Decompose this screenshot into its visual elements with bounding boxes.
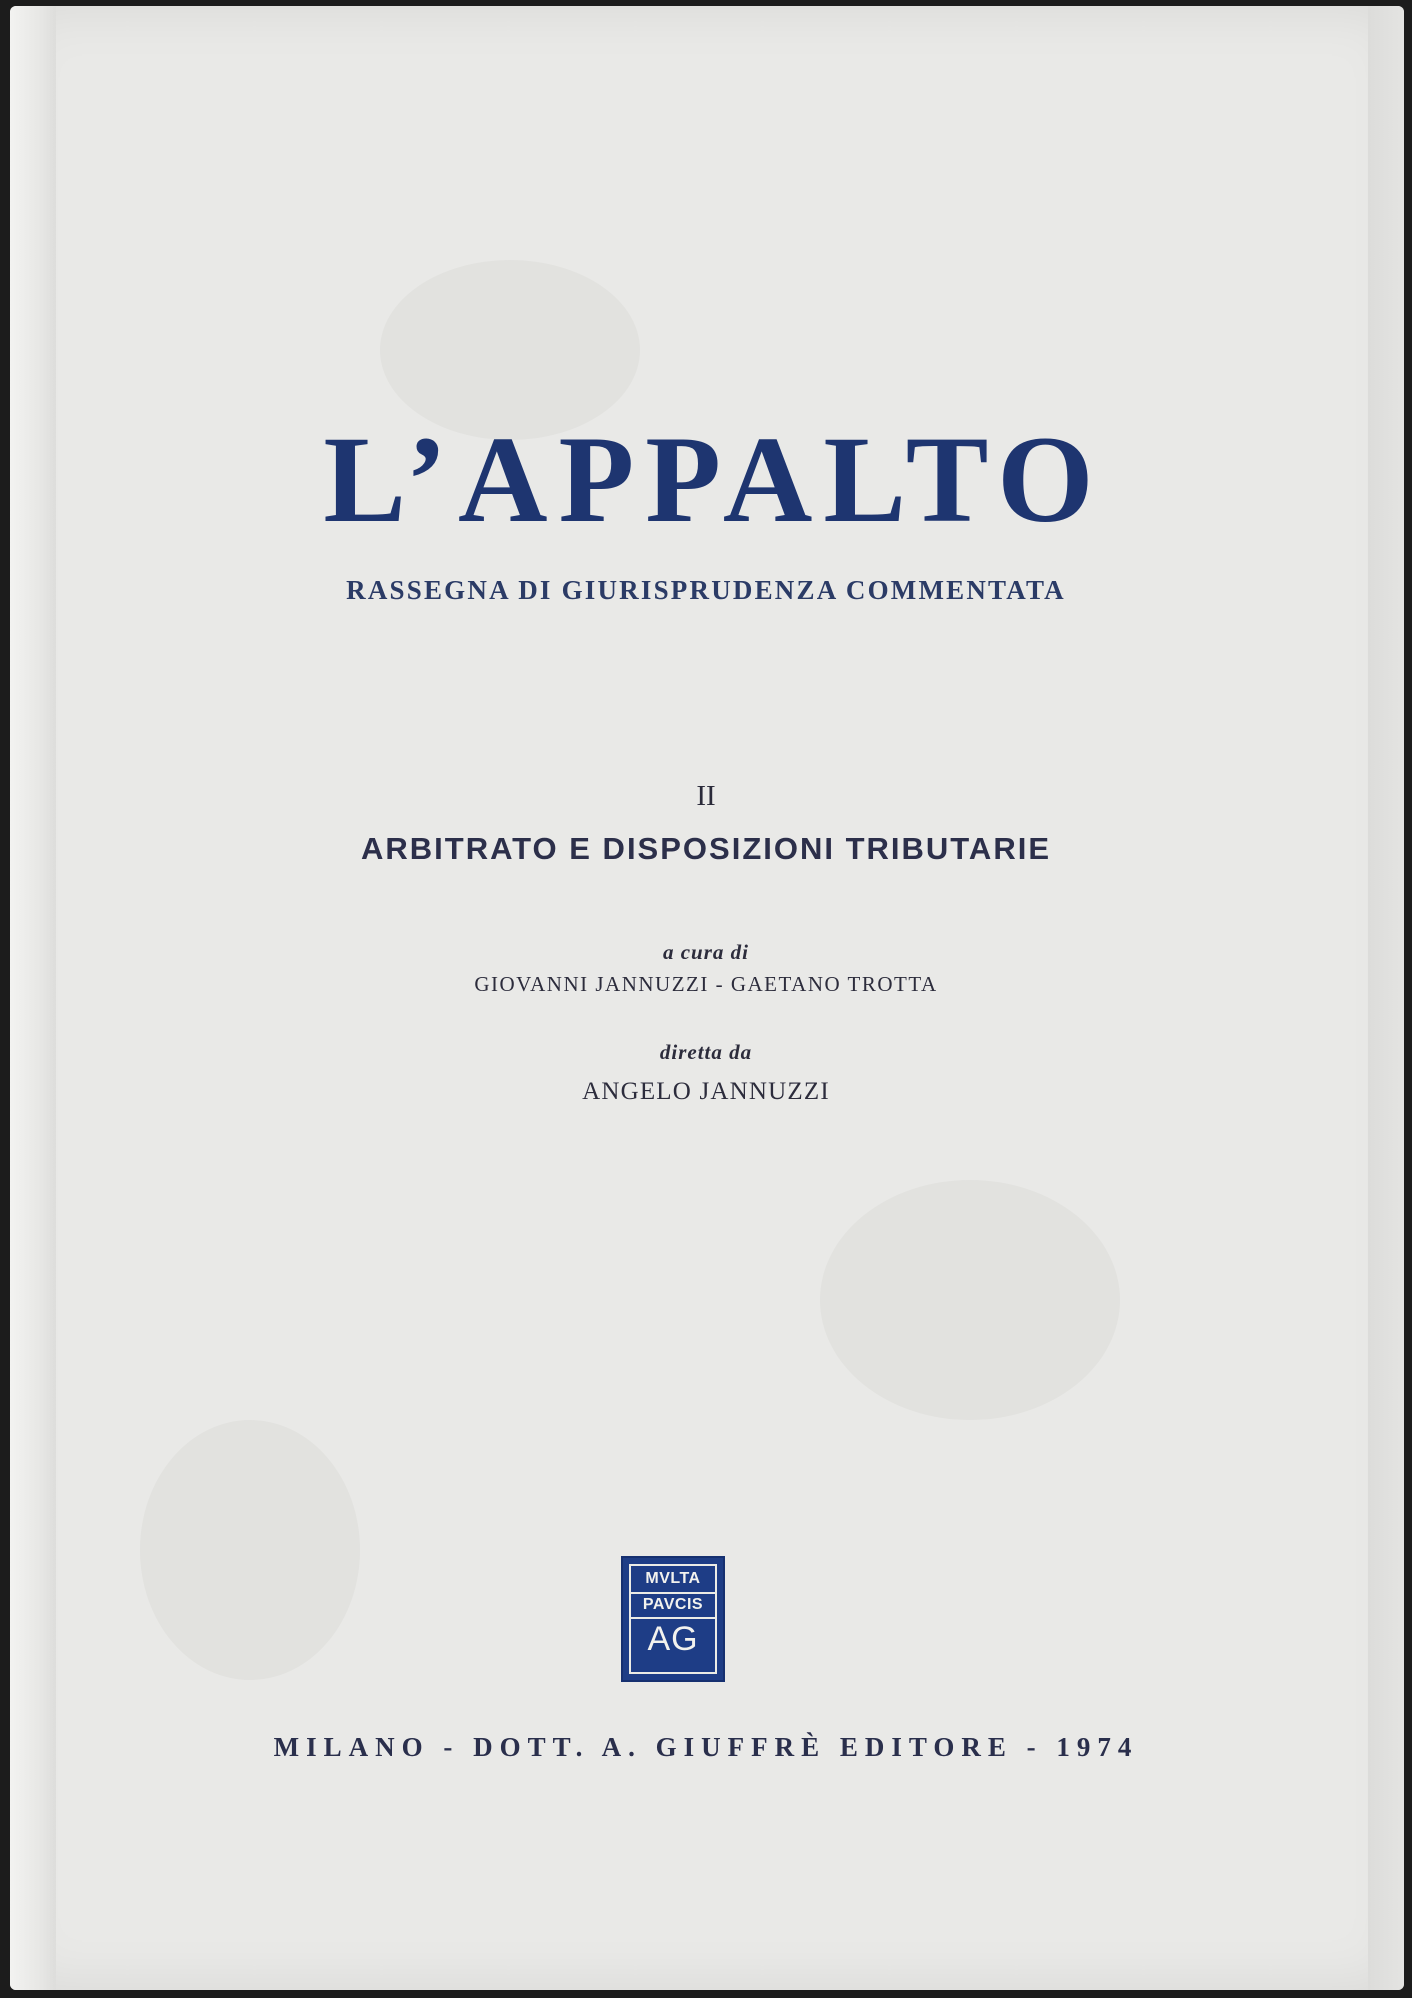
logo-line-2: PAVCIS [642,1596,704,1613]
publisher-logo [621,1556,725,1682]
editors-names: GIOVANNI JANNUZZI - GAETANO TROTTA [474,972,938,996]
dust-jacket [10,6,1404,1990]
logo-divider [631,1617,715,1619]
directed-by-label: diretta da [659,1040,753,1064]
director-name: ANGELO JANNUZZI [582,1078,830,1105]
book-subtitle: RASSEGNA DI GIURISPRUDENZA COMMENTATA [346,575,1066,605]
book-title: L’APPALTO [323,411,1105,548]
logo-line-1: MVLTA [645,1570,701,1587]
logo-divider [631,1592,715,1594]
publisher-imprint: MILANO - DOTT. A. GIUFFRÈ EDITORE - 1974 [273,1732,1139,1762]
jacket-left-fold [10,6,56,1990]
volume-number: II [696,780,716,812]
edited-by-label: a cura di [662,940,749,964]
volume-title: ARBITRATO E DISPOSIZIONI TRIBUTARIE [360,831,1051,866]
jacket-right-fold [1368,6,1404,1990]
logo-monogram: AG [647,1620,699,1658]
paper-stain [140,1420,360,1680]
paper-stain [820,1180,1120,1420]
